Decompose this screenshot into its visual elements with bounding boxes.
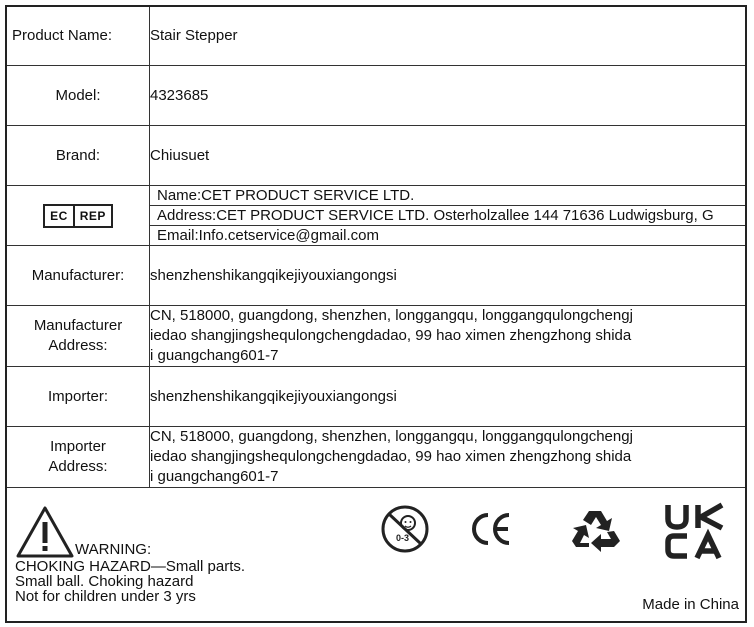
ukca-mark-icon (662, 502, 728, 560)
product-name-value: Stair Stepper (150, 7, 746, 66)
importer-address-label-line1: Importer (50, 438, 106, 455)
brand-label: Brand: (7, 126, 150, 186)
recycle-icon (567, 507, 623, 553)
manufacturer-address-label-line2: Address: (48, 337, 108, 354)
product-label-sheet (5, 5, 747, 623)
importer-address-value (150, 427, 746, 488)
ec-rep-badge-rep: REP (73, 206, 111, 226)
importer-value: shenzhenshikangqikejiyouxiangongsi (150, 367, 746, 427)
ec-rep-badge-cell (7, 186, 150, 246)
table-row (7, 427, 745, 488)
manufacturer-address-label (7, 306, 150, 367)
table-row (7, 186, 745, 246)
warning-triangle-icon (15, 505, 75, 559)
importer-address-label-line2: Address: (48, 458, 108, 475)
address-line: i guangchang601-7 (150, 468, 279, 485)
address-line: CN, 518000, guangdong, shenzhen, longgangqu, longgangqulongchengj (150, 428, 633, 445)
table-row (7, 367, 745, 427)
table-row (7, 126, 745, 186)
address-line: iedao shangjingshequlongchengdadao, 99 hao ximen zhengzhong shida (150, 448, 632, 465)
warning-and-marks-section (7, 485, 745, 621)
address-line: i guangchang601-7 (150, 347, 279, 364)
warning-line: Not for children under 3 yrs (15, 588, 196, 605)
age-range-text: 0-3 (396, 533, 410, 543)
model-value: 4323685 (150, 66, 746, 126)
ec-rep-badge-ec: EC (50, 208, 68, 223)
warning-line: CHOKING HAZARD—Small parts. (15, 558, 246, 575)
warning-line: Small ball. Choking hazard (15, 573, 194, 590)
warning-title: WARNING: (75, 541, 152, 558)
ec-rep-badge (43, 204, 113, 228)
address-line: iedao shangjingshequlongchengdadao, 99 hao ximen zhengzhong shida (150, 327, 632, 344)
product-info-table (7, 7, 745, 488)
product-name-label: Product Name: (7, 7, 150, 66)
ec-rep-name: Name:CET PRODUCT SERVICE LTD. (157, 187, 415, 204)
not-for-0-3-icon (378, 505, 432, 553)
address-line: CN, 518000, guangdong, shenzhen, longgangqu, longgangqulongchengj (150, 307, 633, 324)
manufacturer-address-label-line1: Manufacturer (33, 317, 123, 334)
ec-rep-email: Email:Info.cetservice@gmail.com (150, 225, 745, 245)
ce-mark-icon (469, 509, 513, 549)
brand-value: Chiusuet (150, 126, 746, 186)
warning-text (15, 559, 245, 604)
manufacturer-value: shenzhenshikangqikejiyouxiangongsi (150, 246, 746, 306)
manufacturer-label: Manufacturer: (7, 246, 150, 306)
table-row (7, 66, 745, 126)
table-row (7, 246, 745, 306)
made-in-china-text: Made in China (642, 596, 739, 613)
model-label: Model: (7, 66, 150, 126)
importer-label: Importer: (7, 367, 150, 427)
manufacturer-address-value (150, 306, 746, 367)
table-row (7, 306, 745, 367)
ec-rep-address: Address:CET PRODUCT SERVICE LTD. Osterholzallee 144 71636 Ludwigsburg, G (150, 205, 745, 225)
table-row (7, 7, 745, 66)
ec-rep-details (150, 186, 746, 246)
importer-address-label (7, 427, 150, 488)
